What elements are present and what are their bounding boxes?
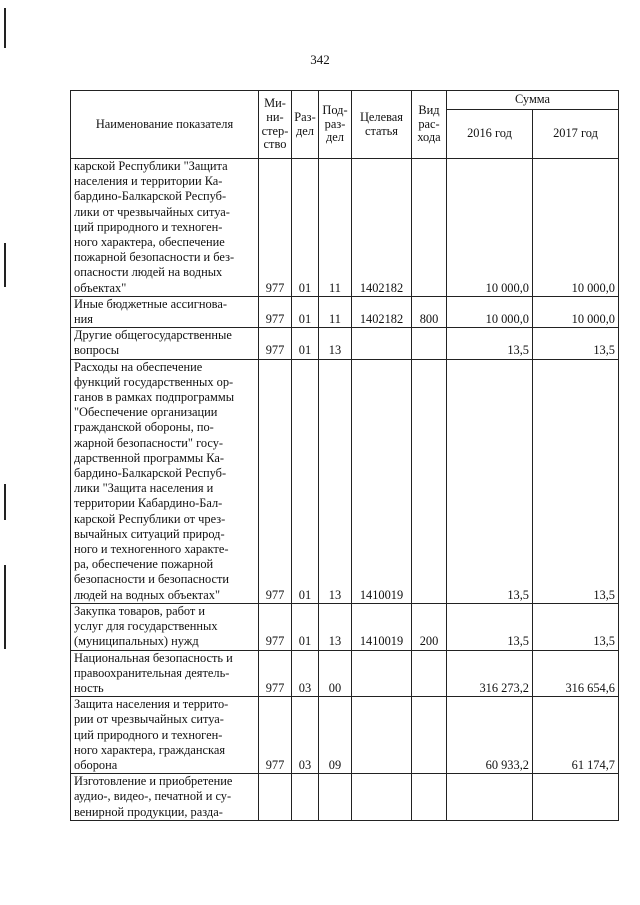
cell-ministry: 977 xyxy=(259,697,292,774)
cell-y2017: 10 000,0 xyxy=(533,296,619,327)
header-expense-type: Вид рас- хода xyxy=(412,91,447,159)
cell-type xyxy=(412,159,447,297)
cell-ministry: 977 xyxy=(259,328,292,359)
cell-type: 800 xyxy=(412,296,447,327)
cell-y2016 xyxy=(447,774,533,821)
table-row xyxy=(71,296,619,327)
cell-subsection: 11 xyxy=(319,296,352,327)
header-target: Целевая статья xyxy=(352,91,412,159)
cell-type xyxy=(412,697,447,774)
cell-target: 1402182 xyxy=(352,296,412,327)
cell-name: Закупка товаров, работ и услуг для государственных (муниципальных) нужд xyxy=(71,603,259,650)
cell-y2017: 13,5 xyxy=(533,603,619,650)
cell-y2017: 10 000,0 xyxy=(533,159,619,297)
margin-scan-mark xyxy=(4,8,6,48)
cell-section: 03 xyxy=(292,650,319,697)
cell-y2016: 13,5 xyxy=(447,328,533,359)
table-row xyxy=(71,774,619,821)
cell-ministry: 977 xyxy=(259,296,292,327)
cell-target xyxy=(352,650,412,697)
cell-y2017: 13,5 xyxy=(533,328,619,359)
cell-subsection: 11 xyxy=(319,159,352,297)
cell-section: 01 xyxy=(292,328,319,359)
cell-name: Изготовление и приобретение аудио-, видео-, печатной и су- венирной продукции, разда- xyxy=(71,774,259,821)
header-subsection: Под- раз- дел xyxy=(319,91,352,159)
cell-subsection: 13 xyxy=(319,359,352,603)
cell-name: Национальная безопасность и правоохранительная деятель- ность xyxy=(71,650,259,697)
cell-type xyxy=(412,650,447,697)
cell-subsection: 00 xyxy=(319,650,352,697)
header-sum: Сумма xyxy=(447,91,619,110)
header-year-2016: 2016 год xyxy=(447,110,533,159)
cell-y2016: 316 273,2 xyxy=(447,650,533,697)
header-ministry: Ми- ни- стер- ство xyxy=(259,91,292,159)
table-body xyxy=(71,159,619,821)
margin-scan-mark xyxy=(4,565,6,649)
cell-type: 200 xyxy=(412,603,447,650)
cell-y2016: 13,5 xyxy=(447,603,533,650)
cell-subsection xyxy=(319,774,352,821)
table-row xyxy=(71,697,619,774)
margin-scan-mark xyxy=(4,484,6,520)
page-number: 342 xyxy=(310,52,330,67)
cell-type xyxy=(412,328,447,359)
header-name: Наименование показателя xyxy=(71,91,259,159)
cell-name: Другие общегосударственные вопросы xyxy=(71,328,259,359)
cell-target xyxy=(352,328,412,359)
cell-ministry: 977 xyxy=(259,650,292,697)
cell-target: 1402182 xyxy=(352,159,412,297)
cell-section: 01 xyxy=(292,159,319,297)
cell-ministry: 977 xyxy=(259,159,292,297)
table-row xyxy=(71,603,619,650)
cell-target xyxy=(352,774,412,821)
cell-type xyxy=(412,774,447,821)
cell-name: карской Республики "Защита населения и территории Ка- бардино-Балкарской Респуб- лики от чрезвычайных ситуа- ций природного и техноген- ного характера, обеспечение пожарной безопасности и без- опасности людей на водных объектах" xyxy=(71,159,259,297)
cell-y2017: 13,5 xyxy=(533,359,619,603)
cell-subsection: 13 xyxy=(319,603,352,650)
cell-target: 1410019 xyxy=(352,603,412,650)
cell-subsection: 09 xyxy=(319,697,352,774)
cell-type xyxy=(412,359,447,603)
cell-ministry: 977 xyxy=(259,359,292,603)
table-row xyxy=(71,159,619,297)
cell-section: 01 xyxy=(292,296,319,327)
cell-ministry: 977 xyxy=(259,603,292,650)
cell-ministry xyxy=(259,774,292,821)
table-row xyxy=(71,359,619,603)
cell-target: 1410019 xyxy=(352,359,412,603)
cell-y2017: 61 174,7 xyxy=(533,697,619,774)
cell-y2016: 10 000,0 xyxy=(447,296,533,327)
cell-section: 01 xyxy=(292,359,319,603)
header-year-2017: 2017 год xyxy=(533,110,619,159)
cell-y2017: 316 654,6 xyxy=(533,650,619,697)
cell-name: Иные бюджетные ассигнова- ния xyxy=(71,296,259,327)
cell-y2016: 13,5 xyxy=(447,359,533,603)
cell-y2016: 60 933,2 xyxy=(447,697,533,774)
cell-name: Расходы на обеспечение функций государственных ор- ганов в рамках подпрограммы "Обеспечение организации гражданской обороны, по- жарной безопасности" госу- дарственной программы Ка- бардино-Балкарской Респуб- лики "Защита населения и территории Кабардино-Бал- карской Республики от чрез- вычайных ситуаций природ- ного и техногенного характе- ра, обеспечение пожарной безопасности и безопасности людей на водных объектах" xyxy=(71,359,259,603)
cell-name: Защита населения и террито- рии от чрезвычайных ситуа- ций природного и техноген- ного характера, гражданская оборона xyxy=(71,697,259,774)
table-row xyxy=(71,650,619,697)
budget-table xyxy=(70,90,619,821)
margin-scan-mark xyxy=(4,243,6,287)
cell-target xyxy=(352,697,412,774)
cell-y2016: 10 000,0 xyxy=(447,159,533,297)
table-row xyxy=(71,328,619,359)
cell-section: 03 xyxy=(292,697,319,774)
cell-y2017 xyxy=(533,774,619,821)
cell-section xyxy=(292,774,319,821)
cell-section: 01 xyxy=(292,603,319,650)
cell-subsection: 13 xyxy=(319,328,352,359)
header-section: Раз- дел xyxy=(292,91,319,159)
